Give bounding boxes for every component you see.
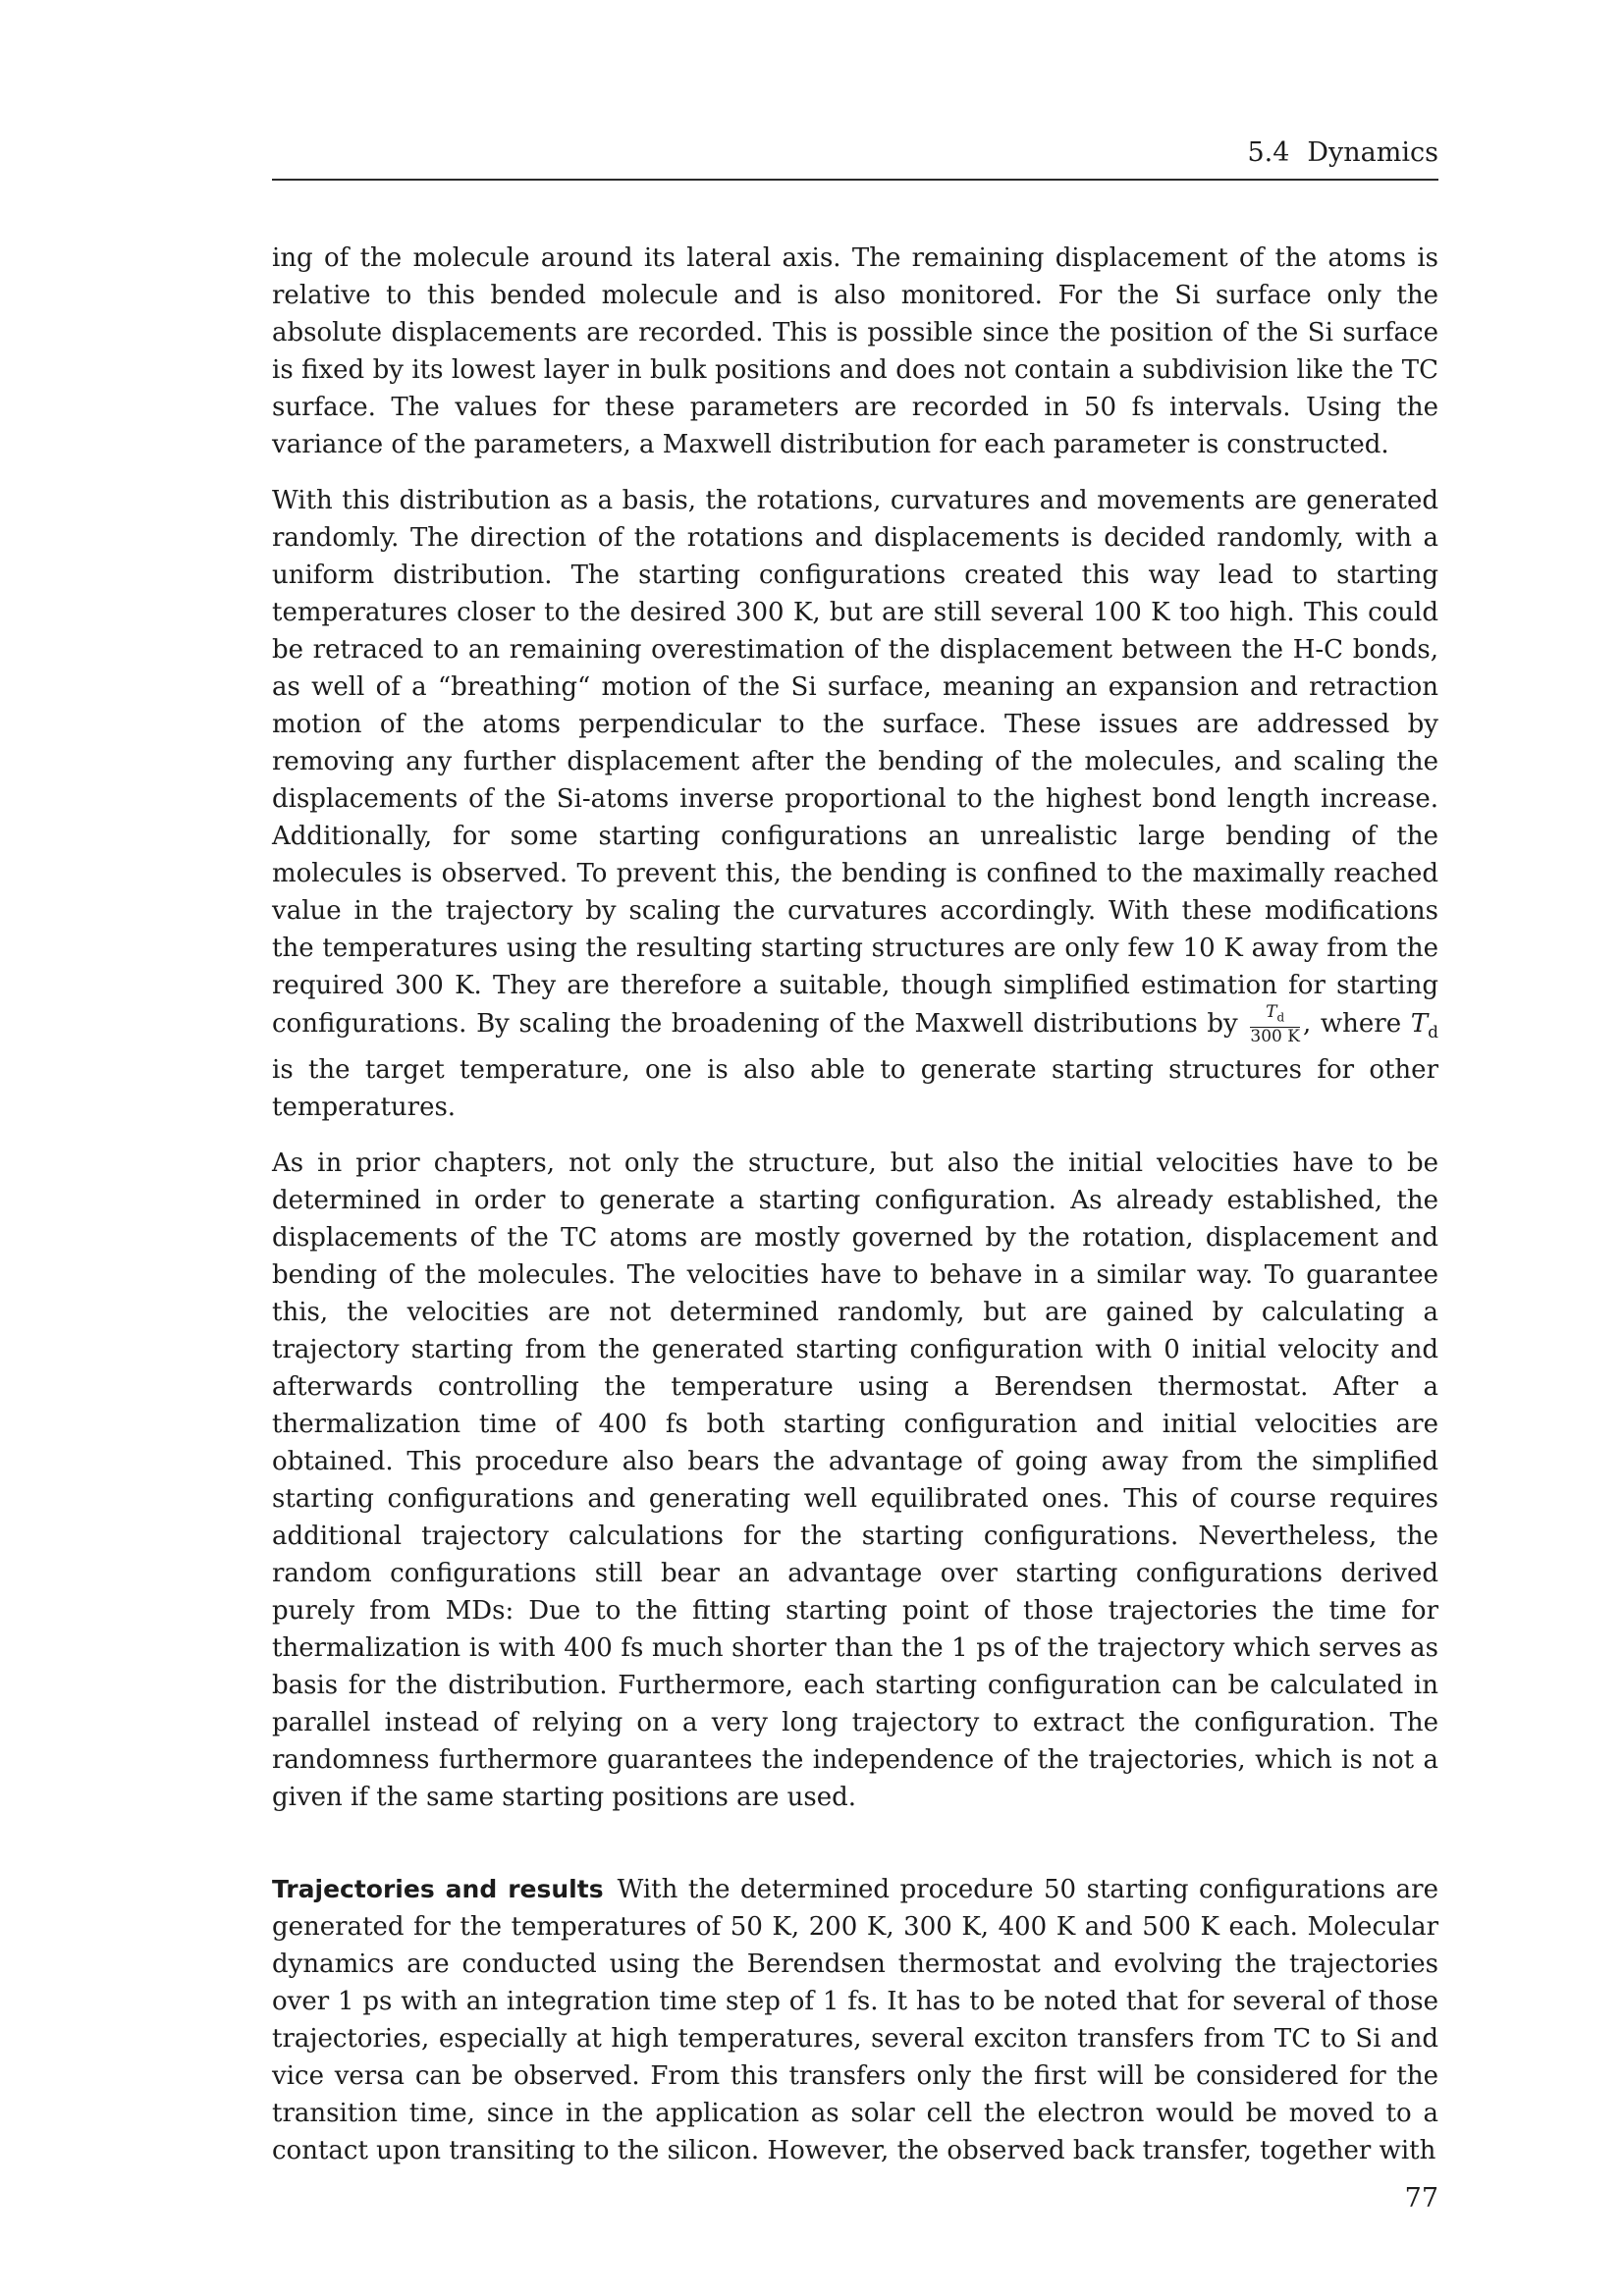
- paragraph-4-text: With the determined procedure 50 starting configurations are generated for the temperatures of 50 K, 200 K, 300 K, 400 K and 500 K each. Molecular dynamics are conducted using the Berendsen thermostat and evolving the trajectories over 1 ps with an integration time step of 1 fs. It has to be noted that for several of those trajectories, especially at high temperatures, several exciton transfers from TC to Si and vice versa can be observed. From this transfers only the first will be considered for the transition time, since in the application as solar cell the electron would be moved to a contact upon transiting to the silicon. However, the observed back transfer, together with: [272, 1875, 1439, 2166]
- paragraph-1: ing of the molecule around its lateral axis. The remaining displacement of the atoms is relative to this bended molecule and is also monitored. For the Si surface only the absolute displacements are recorded. This is possible since the position of the Si surface is fixed by its lowest layer in bulk positions and does not contain a subdivision like the TC surface. The values for these parameters are recorded in 50 fs intervals. Using the variance of the parameters, a Maxwell distribution for each parameter is constructed.: [272, 243, 1438, 459]
- running-header: [272, 135, 1438, 181]
- body-text: [272, 240, 1438, 2188]
- fraction-denominator: 300 K: [1250, 1027, 1300, 1047]
- paragraph-2: [272, 482, 1438, 1126]
- paragraph-2-text-a: With this distribution as a basis, the rotations, curvatures and movements are generated randomly. The direction of the rotations and displacements is decided randomly, with a uniform distribution. The starting configurations created this way lead to starting temperatures closer to the desired 300 K, but are still several 100 K too high. This could be retraced to an remaining overestimation of the displacement between the H-C bonds, as well of a “breathing“ motion of the Si surface, meaning an expansion and retraction motion of the atoms perpendicular to the surface. These issues are addressed by removing any further displacement after the bending of the molecules, and scaling the displacements of the Si-atoms inverse proportional to the highest bond length increase. Additionally, for some starting configurations an unrealistic large bending of the molecules is observed. To prevent this, the bending is confined to the maximally reached value in the trajectory by scaling the curvatures accordingly. With these modifications the temperatures using the resulting starting structures are only few 10 K away from the required 300 K. They are therefore a suitable, though simplified estimation for starting configurations. By scaling the broadening of the Maxwell distributions by: [272, 486, 1438, 1040]
- run-in-heading: Trajectories and results: [272, 1875, 604, 1904]
- paragraph-4: [272, 1871, 1438, 2169]
- paragraph-2-text-b: , where: [1302, 1009, 1402, 1040]
- paragraph-2-text-c: is the target temperature, one is also able to generate starting structures for other temperatures.: [272, 1055, 1438, 1123]
- variable-td: $T_d$: [1410, 1009, 1439, 1043]
- page-number: 77: [1404, 2183, 1438, 2214]
- paragraph-3: As in prior chapters, not only the structure, but also the initial velocities have to be determined in order to generate a starting configuration. As already established, the displacements of the TC atoms are mostly governed by the rotation, displacement and bending of the molecules. The velocities have to behave in a similar way. To guarantee this, the velocities are not determined randomly, but are gained by calculating a trajectory starting from the generated starting configuration with 0 initial velocity and afterwards controlling the temperature using a Berendsen thermostat. After a thermalization time of 400 fs both starting configuration and initial velocities are obtained. This procedure also bears the advantage of going away from the simplified starting configurations and generating well equilibrated ones. This of course requires additional trajectory calculations for the starting configurations. Nevertheless, the random configurations still bear an advantage over starting configurations derived purely from MDs: Due to the fitting starting point of those trajectories the time for thermalization is with 400 fs much shorter than the 1 ps of the trajectory which serves as basis for the distribution. Furthermore, each starting configuration can be calculated in parallel instead of relying on a very long trajectory to extract the configuration. The randomness furthermore guarantees the independence of the trajectories, which is not a given if the same starting positions are used.: [272, 1148, 1438, 1813]
- section-title: Dynamics: [1307, 137, 1438, 168]
- section-number: 5.4: [1247, 137, 1290, 168]
- fraction-numerator: $T_d$: [1250, 1004, 1300, 1028]
- fraction-td-over-300k: [1250, 1004, 1300, 1045]
